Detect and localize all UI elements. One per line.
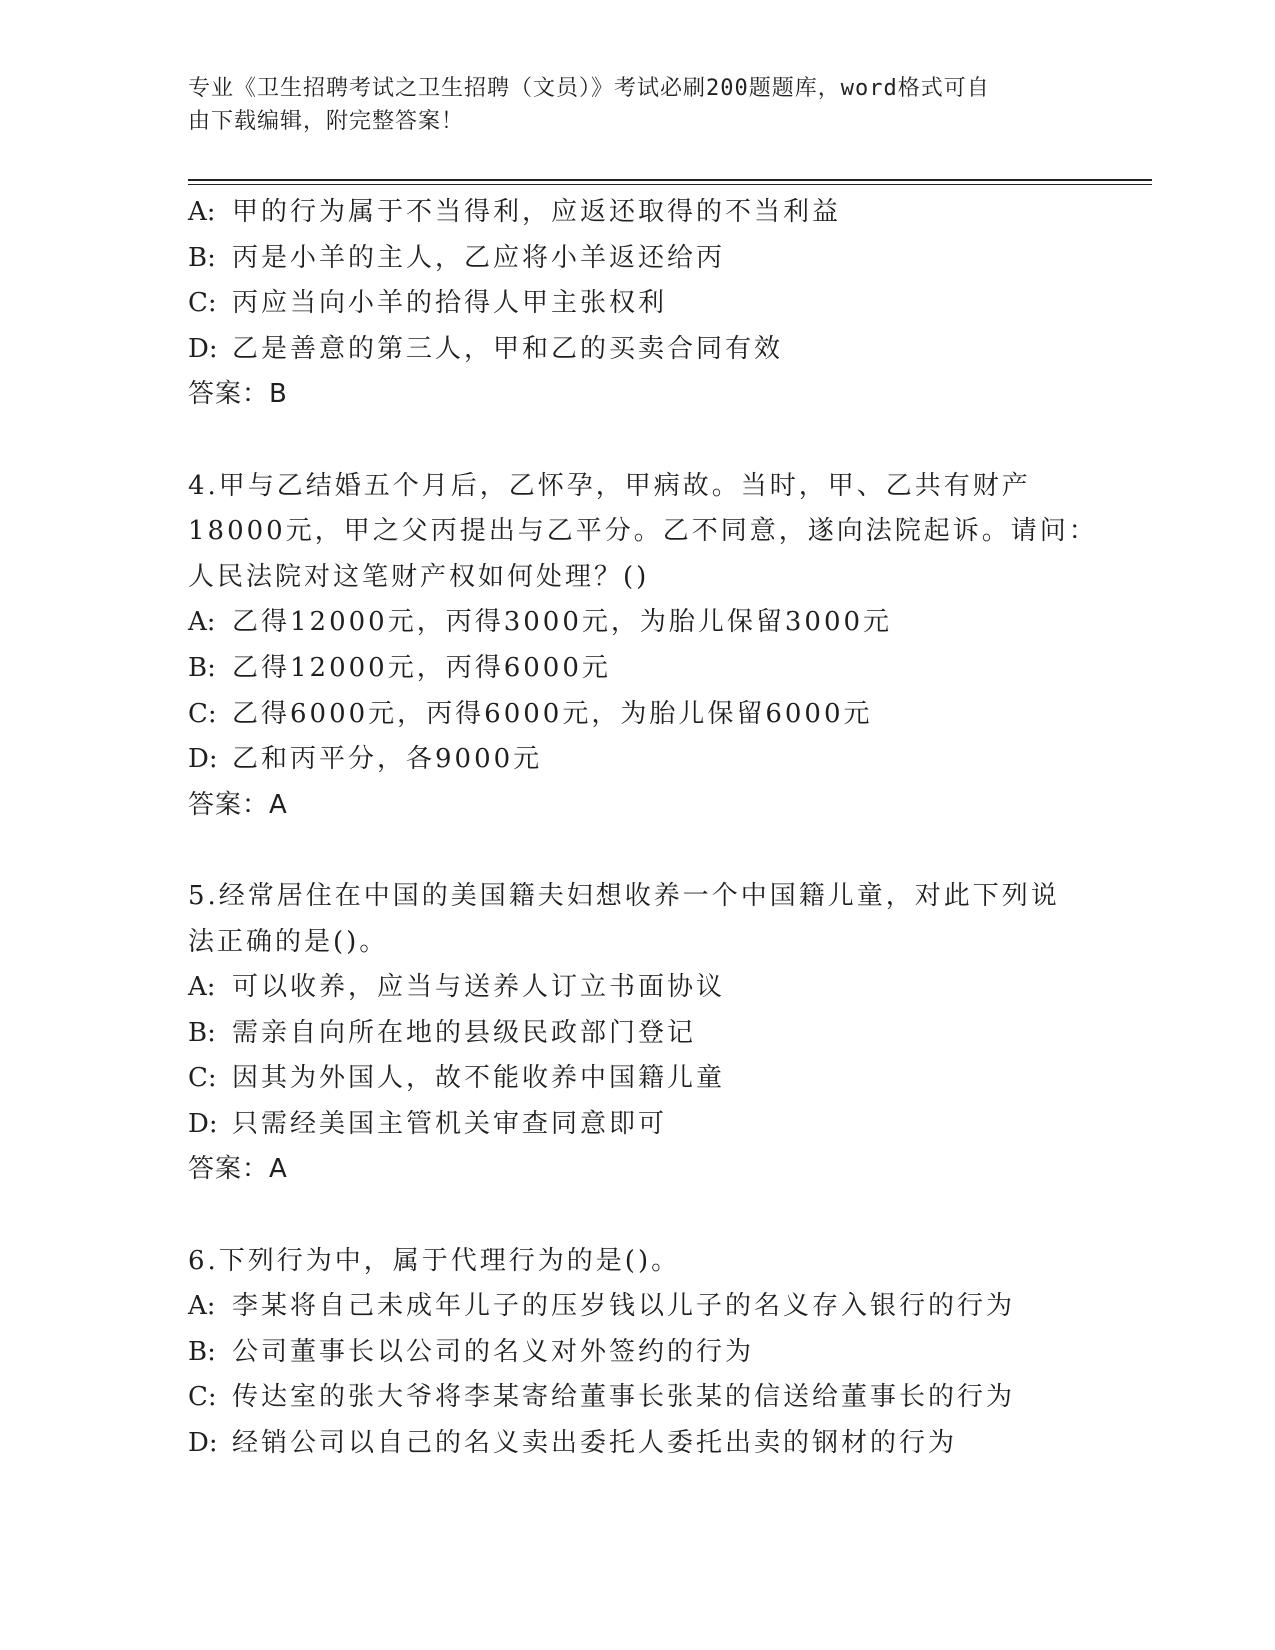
option-text: 因其为外国人，故不能收养中国籍儿童 [232, 1063, 726, 1094]
option-c [188, 1056, 1088, 1102]
option-a [188, 190, 1088, 236]
header-line-2: 由下载编辑，附完整答案！ [188, 109, 465, 134]
option-letter: B: [188, 1336, 216, 1367]
question-stem-line: 18000元，甲之父丙提出与乙平分。乙不同意，遂向法院起诉。请问： [188, 516, 1098, 547]
option-letter: D: [188, 333, 218, 364]
option-d [188, 327, 1088, 373]
option-text: 需亲自向所在地的县级民政部门登记 [232, 1017, 697, 1048]
option-a [188, 965, 1088, 1011]
question-spacer [188, 418, 1088, 464]
option-text: 乙得6000元，丙得6000元，为胎儿保留6000元 [232, 698, 873, 729]
option-c [188, 692, 1088, 738]
option-text: 乙是善意的第三人，甲和乙的买卖合同有效 [232, 333, 784, 364]
header-line-1: 专业《卫生招聘考试之卫生招聘（文员）》考试必刷200题题库，word格式可自 [188, 76, 990, 101]
option-text: 公司董事长以公司的名义对外签约的行为 [232, 1336, 755, 1367]
question-stem-line: 6.下列行为中，属于代理行为的是()。 [188, 1245, 681, 1276]
option-c [188, 1375, 1088, 1421]
option-b [188, 236, 1088, 282]
answer-line: 答案：A [188, 789, 288, 820]
option-text: 乙得12000元，丙得6000元 [232, 652, 611, 683]
option-text: 李某将自己未成年儿子的压岁钱以儿子的名义存入银行的行为 [232, 1291, 1016, 1322]
option-text: 甲的行为属于不当得利，应返还取得的不当利益 [232, 197, 842, 227]
question-6 [188, 1239, 1088, 1467]
option-a [188, 1284, 1088, 1330]
option-letter: B: [188, 1017, 216, 1048]
question-stem-line: 5.经常居住在中国的美国籍夫妇想收养一个中国籍儿童，对此下列说 [188, 880, 1060, 911]
question-stem-line: 法正确的是()。 [188, 926, 389, 957]
option-letter: B: [188, 242, 216, 273]
question-list [188, 190, 1098, 1467]
answer-line: 答案：B [188, 379, 288, 410]
option-text: 经销公司以自己的名义卖出委托人委托出卖的钢材的行为 [232, 1428, 958, 1459]
option-c [188, 281, 1088, 327]
option-text: 可以收养，应当与送养人订立书面协议 [232, 972, 726, 1003]
question-4 [188, 464, 1098, 829]
option-b [188, 1330, 1088, 1376]
option-letter: D: [188, 1108, 218, 1139]
question-5 [188, 874, 1088, 1193]
option-letter: D: [188, 1428, 218, 1459]
question-stem-line: 人民法院对这笔财产权如何处理？() [188, 561, 650, 592]
option-text: 只需经美国主管机关审查同意即可 [232, 1108, 668, 1139]
option-letter: A: [188, 1291, 216, 1322]
option-letter: B: [188, 652, 216, 683]
option-letter: C: [188, 1382, 217, 1413]
option-a [188, 600, 1088, 646]
header-divider-thin [188, 184, 1152, 185]
option-b [188, 1011, 1088, 1057]
option-d [188, 1102, 1088, 1148]
question-spacer [188, 828, 1088, 874]
option-letter: C: [188, 1063, 217, 1094]
option-letter: A: [188, 197, 216, 227]
option-b [188, 646, 1088, 692]
option-text: 乙得12000元，丙得3000元，为胎儿保留3000元 [232, 607, 893, 638]
option-text: 乙和丙平分，各9000元 [232, 744, 543, 775]
question-spacer [188, 1193, 1088, 1239]
question-3-partial [188, 190, 1088, 418]
option-text: 丙应当向小羊的拾得人甲主张权利 [232, 288, 668, 319]
option-text: 传达室的张大爷将李某寄给董事长张某的信送给董事长的行为 [232, 1382, 1016, 1413]
header-divider-thick [188, 179, 1152, 181]
answer-line: 答案：A [188, 1154, 288, 1185]
option-d [188, 1421, 1088, 1467]
question-stem-line: 4.甲与乙结婚五个月后，乙怀孕，甲病故。当时，甲、乙共有财产 [188, 470, 1031, 501]
option-letter: A: [188, 972, 216, 1003]
option-d [188, 737, 1088, 783]
option-letter: C: [188, 288, 217, 319]
option-text: 丙是小羊的主人，乙应将小羊返还给丙 [232, 242, 726, 273]
option-letter: D: [188, 744, 218, 775]
document-header [188, 72, 1068, 138]
option-letter: C: [188, 698, 217, 729]
option-letter: A: [188, 607, 216, 638]
